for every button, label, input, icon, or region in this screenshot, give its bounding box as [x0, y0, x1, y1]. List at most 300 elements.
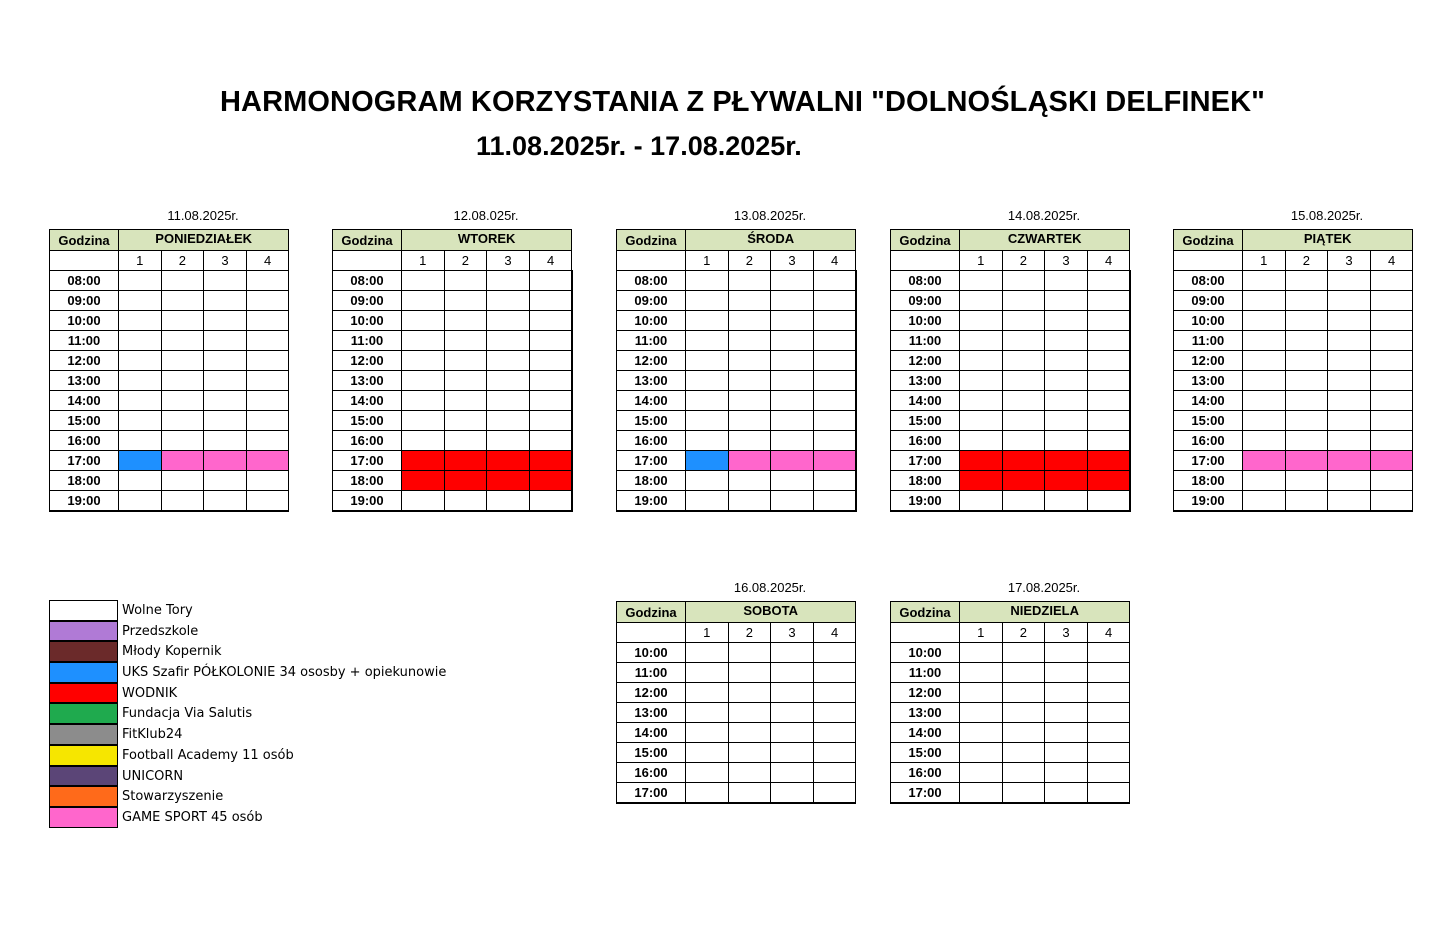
hour-row	[891, 723, 1130, 743]
hour-row	[1174, 491, 1413, 512]
lane-slot	[161, 391, 204, 411]
hour-label: 12:00	[333, 351, 402, 371]
hour-row	[617, 331, 856, 351]
lane-slot	[1045, 723, 1088, 743]
schedule-table	[616, 601, 856, 804]
hour-label: 09:00	[50, 291, 119, 311]
hour-row	[333, 371, 572, 391]
lane-slot	[1002, 471, 1045, 491]
lane-slot	[1370, 271, 1413, 291]
lane-slot	[813, 311, 856, 331]
lane-slot	[246, 431, 289, 451]
lane-slot	[529, 351, 572, 371]
hour-label: 14:00	[617, 723, 686, 743]
hour-row	[617, 683, 856, 703]
lane-slot	[813, 371, 856, 391]
lane-slot	[771, 271, 814, 291]
hour-label: 18:00	[617, 471, 686, 491]
lane-slot	[1370, 331, 1413, 351]
hour-row	[891, 783, 1130, 804]
hour-label: 10:00	[891, 311, 960, 331]
lane-slot	[1087, 411, 1130, 431]
lane-slot	[1285, 291, 1328, 311]
lane-slot	[960, 743, 1003, 763]
lane-slot	[728, 391, 771, 411]
hour-row	[333, 411, 572, 431]
lane-slot	[728, 723, 771, 743]
lane-slot	[1087, 351, 1130, 371]
day-date: 13.08.2025r.	[733, 208, 807, 223]
lane-slot	[960, 703, 1003, 723]
lane-slot	[728, 663, 771, 683]
hour-label: 19:00	[50, 491, 119, 512]
lane-slot	[686, 351, 729, 371]
lane-number-header: 2	[161, 251, 204, 271]
hour-label: 18:00	[1174, 471, 1243, 491]
lane-slot	[686, 271, 729, 291]
lane-slot	[813, 351, 856, 371]
lane-slot	[1328, 311, 1371, 331]
lane-slot	[1087, 683, 1130, 703]
lane-slot	[728, 431, 771, 451]
lane-slot	[1087, 743, 1130, 763]
hour-row	[617, 703, 856, 723]
lane-slot	[204, 271, 247, 291]
hour-row	[617, 783, 856, 804]
lane-slot	[487, 371, 530, 391]
lane-slot	[246, 371, 289, 391]
lane-slot	[246, 451, 289, 471]
day-date: 14.08.2025r.	[1007, 208, 1081, 223]
hour-row	[1174, 291, 1413, 311]
lane-slot	[1002, 391, 1045, 411]
lane-slot	[771, 663, 814, 683]
hour-label: 11:00	[333, 331, 402, 351]
lane-slot	[813, 391, 856, 411]
lane-slot	[1370, 391, 1413, 411]
legend-label: WODNIK	[122, 685, 178, 701]
lane-slot	[204, 411, 247, 431]
lane-slot	[1002, 683, 1045, 703]
hour-label: 17:00	[50, 451, 119, 471]
hour-label: 17:00	[333, 451, 402, 471]
hour-label: 17:00	[891, 783, 960, 804]
lane-slot	[728, 763, 771, 783]
lane-slot	[771, 291, 814, 311]
lane-slot	[960, 783, 1003, 804]
schedule-table	[616, 229, 857, 512]
lane-number-header: 1	[960, 251, 1003, 271]
day-name: CZWARTEK	[960, 230, 1130, 251]
day-schedule	[616, 208, 857, 512]
blank-cell	[1174, 251, 1243, 271]
day-schedule	[890, 580, 1130, 804]
lane-slot	[1370, 451, 1413, 471]
lane-slot	[960, 371, 1003, 391]
day-date: 15.08.2025r.	[1290, 208, 1364, 223]
lane-slot	[246, 271, 289, 291]
lane-slot	[1002, 371, 1045, 391]
lane-slot	[161, 271, 204, 291]
lane-slot	[119, 411, 162, 431]
hour-row	[891, 683, 1130, 703]
hour-label: 15:00	[891, 411, 960, 431]
hour-row	[1174, 391, 1413, 411]
hour-label: 08:00	[891, 271, 960, 291]
lane-slot	[771, 331, 814, 351]
blank-cell	[891, 251, 960, 271]
lane-slot	[960, 411, 1003, 431]
lane-slot	[1087, 663, 1130, 683]
lane-slot	[487, 291, 530, 311]
day-schedule	[616, 580, 856, 804]
lane-slot	[1285, 451, 1328, 471]
lane-slot	[1370, 471, 1413, 491]
lane-slot	[1045, 683, 1088, 703]
lane-slot	[246, 391, 289, 411]
lane-slot	[1243, 471, 1286, 491]
lane-slot	[444, 331, 487, 351]
lane-slot	[161, 431, 204, 451]
lane-slot	[1328, 451, 1371, 471]
lane-slot	[771, 311, 814, 331]
hour-label: 16:00	[617, 431, 686, 451]
lane-slot	[444, 311, 487, 331]
legend-swatch	[49, 745, 118, 766]
lane-slot	[119, 471, 162, 491]
legend-swatch	[49, 807, 118, 828]
hour-label: 09:00	[333, 291, 402, 311]
lane-slot	[1045, 783, 1088, 804]
hour-row	[891, 291, 1130, 311]
lane-slot	[686, 683, 729, 703]
lane-slot	[487, 411, 530, 431]
hour-row	[1174, 431, 1413, 451]
schedule-table	[49, 229, 289, 512]
hour-row	[617, 271, 856, 291]
hour-label: 14:00	[617, 391, 686, 411]
lane-slot	[161, 291, 204, 311]
lane-slot	[487, 331, 530, 351]
lane-slot	[444, 351, 487, 371]
lane-number-header: 4	[246, 251, 289, 271]
lane-slot	[728, 683, 771, 703]
lane-slot	[161, 311, 204, 331]
hour-row	[1174, 311, 1413, 331]
hour-row	[617, 351, 856, 371]
lane-slot	[1002, 331, 1045, 351]
lane-slot	[529, 491, 572, 512]
lane-slot	[1285, 411, 1328, 431]
lane-slot	[1002, 723, 1045, 743]
blank-cell	[617, 251, 686, 271]
lane-slot	[402, 431, 445, 451]
hour-row	[50, 411, 289, 431]
hour-column-header: Godzina	[617, 602, 686, 623]
hour-label: 11:00	[891, 331, 960, 351]
day-schedule	[890, 208, 1131, 512]
lane-number-header: 2	[1285, 251, 1328, 271]
lane-slot	[1087, 311, 1130, 331]
day-name: WTOREK	[402, 230, 572, 251]
lane-slot	[1002, 451, 1045, 471]
lane-slot	[960, 471, 1003, 491]
lane-slot	[204, 351, 247, 371]
lane-slot	[813, 683, 856, 703]
lane-slot	[728, 351, 771, 371]
lane-slot	[1285, 491, 1328, 512]
legend-swatch	[49, 683, 118, 704]
lane-slot	[686, 663, 729, 683]
lane-slot	[1045, 491, 1088, 512]
lane-slot	[813, 783, 856, 804]
lane-slot	[771, 431, 814, 451]
lane-slot	[487, 311, 530, 331]
lane-slot	[1328, 411, 1371, 431]
hour-row	[50, 371, 289, 391]
hour-label: 19:00	[891, 491, 960, 512]
hour-label: 17:00	[891, 451, 960, 471]
hour-row	[617, 763, 856, 783]
lane-slot	[402, 271, 445, 291]
lane-slot	[529, 411, 572, 431]
lane-slot	[246, 491, 289, 512]
hour-row	[891, 703, 1130, 723]
lane-number-header: 1	[686, 623, 729, 643]
lane-slot	[1243, 491, 1286, 512]
lane-number-header: 1	[686, 251, 729, 271]
lane-slot	[1002, 783, 1045, 804]
hour-label: 10:00	[617, 643, 686, 663]
lane-slot	[444, 471, 487, 491]
hour-row	[617, 491, 856, 512]
hour-row	[891, 371, 1130, 391]
lane-slot	[529, 291, 572, 311]
lane-slot	[686, 451, 729, 471]
lane-slot	[204, 311, 247, 331]
lane-slot	[960, 391, 1003, 411]
hour-column-header: Godzina	[1174, 230, 1243, 251]
hour-label: 14:00	[891, 723, 960, 743]
lane-slot	[1328, 351, 1371, 371]
lane-slot	[444, 431, 487, 451]
hour-row	[891, 743, 1130, 763]
legend-label: Football Academy 11 osób	[122, 747, 294, 763]
lane-number-header: 2	[728, 623, 771, 643]
lane-slot	[1370, 431, 1413, 451]
lane-slot	[686, 643, 729, 663]
lane-slot	[119, 371, 162, 391]
lane-slot	[1087, 291, 1130, 311]
lane-slot	[1328, 271, 1371, 291]
hour-row	[891, 491, 1130, 512]
lane-slot	[1045, 743, 1088, 763]
lane-slot	[487, 451, 530, 471]
lane-slot	[1243, 331, 1286, 351]
hour-label: 12:00	[891, 683, 960, 703]
lane-slot	[1285, 391, 1328, 411]
lane-slot	[1328, 471, 1371, 491]
lane-slot	[728, 471, 771, 491]
lane-slot	[444, 411, 487, 431]
lane-slot	[771, 411, 814, 431]
lane-slot	[1087, 491, 1130, 512]
lane-slot	[402, 311, 445, 331]
lane-slot	[1002, 743, 1045, 763]
legend-swatch	[49, 766, 118, 787]
day-schedule	[1173, 208, 1413, 512]
lane-slot	[728, 311, 771, 331]
lane-slot	[161, 351, 204, 371]
lane-slot	[487, 491, 530, 512]
hour-row	[891, 471, 1130, 491]
lane-slot	[728, 371, 771, 391]
lane-slot	[1087, 783, 1130, 804]
hour-row	[1174, 271, 1413, 291]
lane-slot	[161, 491, 204, 512]
hour-label: 19:00	[333, 491, 402, 512]
lane-slot	[246, 291, 289, 311]
lane-slot	[1002, 311, 1045, 331]
lane-slot	[529, 451, 572, 471]
day-date: 17.08.2025r.	[1007, 580, 1081, 595]
lane-slot	[1002, 663, 1045, 683]
hour-row	[1174, 351, 1413, 371]
hour-label: 09:00	[891, 291, 960, 311]
lane-slot	[728, 703, 771, 723]
lane-slot	[1002, 491, 1045, 512]
hour-row	[1174, 451, 1413, 471]
lane-number-header: 4	[1087, 623, 1130, 643]
hour-label: 12:00	[50, 351, 119, 371]
lane-number-header: 3	[487, 251, 530, 271]
lane-slot	[444, 271, 487, 291]
page-title: HARMONOGRAM KORZYSTANIA Z PŁYWALNI "DOLNOŚLĄSKI DELFINEK"	[220, 86, 1265, 118]
lane-slot	[1045, 351, 1088, 371]
lane-slot	[686, 471, 729, 491]
lane-slot	[1285, 471, 1328, 491]
lane-number-header: 4	[529, 251, 572, 271]
lane-slot	[444, 371, 487, 391]
legend-swatch	[49, 662, 118, 683]
hour-label: 11:00	[50, 331, 119, 351]
lane-slot	[960, 491, 1003, 512]
hour-label: 15:00	[1174, 411, 1243, 431]
hour-row	[1174, 371, 1413, 391]
lane-slot	[444, 391, 487, 411]
day-name: ŚRODA	[686, 230, 856, 251]
lane-slot	[1328, 431, 1371, 451]
lane-slot	[1370, 371, 1413, 391]
lane-slot	[1002, 703, 1045, 723]
hour-label: 13:00	[617, 371, 686, 391]
lane-slot	[1045, 451, 1088, 471]
lane-number-header: 3	[1328, 251, 1371, 271]
lane-slot	[487, 471, 530, 491]
hour-label: 10:00	[333, 311, 402, 331]
hour-row	[617, 391, 856, 411]
lane-number-header: 1	[119, 251, 162, 271]
lane-slot	[686, 703, 729, 723]
legend-label: Wolne Tory	[122, 603, 193, 618]
lane-slot	[119, 431, 162, 451]
lane-slot	[771, 723, 814, 743]
lane-number-header: 2	[444, 251, 487, 271]
lane-slot	[1328, 291, 1371, 311]
lane-slot	[728, 331, 771, 351]
hour-row	[50, 311, 289, 331]
lane-slot	[728, 743, 771, 763]
lane-slot	[728, 411, 771, 431]
hour-label: 08:00	[1174, 271, 1243, 291]
lane-slot	[402, 351, 445, 371]
hour-row	[891, 411, 1130, 431]
lane-slot	[1243, 431, 1286, 451]
lane-number-header: 4	[813, 623, 856, 643]
lane-slot	[1045, 643, 1088, 663]
hour-row	[50, 271, 289, 291]
lane-slot	[1002, 643, 1045, 663]
lane-slot	[813, 743, 856, 763]
lane-slot	[1045, 291, 1088, 311]
hour-column-header: Godzina	[50, 230, 119, 251]
hour-label: 08:00	[50, 271, 119, 291]
lane-number-header: 3	[1045, 623, 1088, 643]
lane-number-header: 3	[1045, 251, 1088, 271]
hour-label: 13:00	[891, 371, 960, 391]
legend-swatch	[49, 600, 118, 621]
hour-row	[617, 431, 856, 451]
hour-label: 16:00	[333, 431, 402, 451]
lane-slot	[771, 391, 814, 411]
hour-label: 10:00	[50, 311, 119, 331]
schedule-table	[1173, 229, 1413, 512]
lane-slot	[771, 783, 814, 804]
lane-slot	[444, 491, 487, 512]
hour-label: 08:00	[333, 271, 402, 291]
lane-slot	[402, 451, 445, 471]
lane-slot	[246, 331, 289, 351]
lane-slot	[1370, 351, 1413, 371]
lane-number-header: 1	[960, 623, 1003, 643]
legend-swatch	[49, 786, 118, 807]
lane-slot	[1002, 411, 1045, 431]
lane-slot	[960, 351, 1003, 371]
lane-number-header: 1	[402, 251, 445, 271]
lane-slot	[119, 331, 162, 351]
lane-slot	[1087, 391, 1130, 411]
lane-slot	[246, 411, 289, 431]
hour-row	[891, 351, 1130, 371]
hour-label: 10:00	[617, 311, 686, 331]
lane-slot	[1045, 311, 1088, 331]
schedule-table	[332, 229, 573, 512]
lane-slot	[728, 271, 771, 291]
lane-slot	[728, 491, 771, 512]
hour-label: 15:00	[50, 411, 119, 431]
hour-row	[891, 763, 1130, 783]
legend-swatch	[49, 703, 118, 724]
lane-slot	[204, 291, 247, 311]
hour-row	[891, 643, 1130, 663]
lane-slot	[686, 431, 729, 451]
lane-slot	[1285, 351, 1328, 371]
lane-slot	[1002, 271, 1045, 291]
lane-slot	[686, 723, 729, 743]
hour-label: 08:00	[617, 271, 686, 291]
lane-slot	[960, 291, 1003, 311]
lane-slot	[487, 391, 530, 411]
